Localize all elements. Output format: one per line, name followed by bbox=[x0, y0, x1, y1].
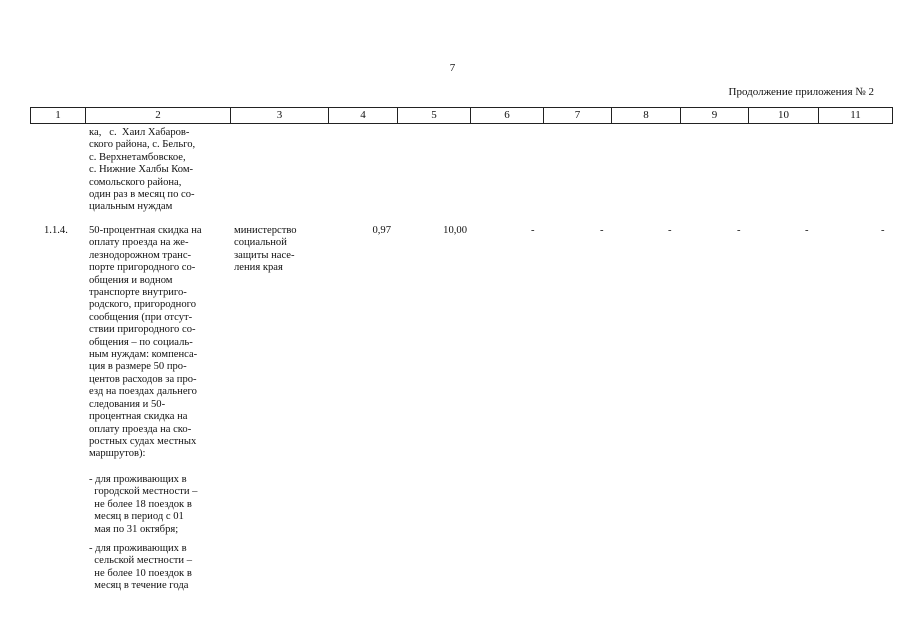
column-header-7: 7 bbox=[544, 108, 612, 124]
row-col5-value: 10,00 bbox=[443, 225, 467, 236]
column-header-2: 2 bbox=[86, 108, 231, 124]
carryover-text: ка, с. Хаил Хабаров- ского района, с. Бельго, с. Верхнетамбовское, с. Нижние Халбы Ком- сомольского района, один раз в месяц по со- циальным нуждам bbox=[89, 127, 196, 213]
column-header-9: 9 bbox=[681, 108, 749, 124]
column-header-6: 6 bbox=[471, 108, 544, 124]
row-bullet-urban: - для проживающих в городской местности – не более 18 поездок в месяц в период с 01 мая по 31 октября; bbox=[89, 474, 198, 535]
row-col9-value: - bbox=[737, 225, 741, 236]
row-col11-value: - bbox=[881, 225, 885, 236]
row-col10-value: - bbox=[805, 225, 809, 236]
column-header-8: 8 bbox=[612, 108, 681, 124]
page-number: 7 bbox=[449, 62, 456, 74]
row-col6-value: - bbox=[531, 225, 535, 236]
row-col7-value: - bbox=[600, 225, 604, 236]
row-executor: министерство социальной защиты насе- ления края bbox=[234, 225, 297, 274]
column-header-row bbox=[30, 107, 892, 124]
column-header-1: 1 bbox=[31, 108, 86, 124]
continuation-note: Продолжение приложения № 2 bbox=[728, 86, 874, 98]
column-header-5: 5 bbox=[398, 108, 471, 124]
row-col4-value: 0,97 bbox=[372, 225, 391, 236]
column-header-11: 11 bbox=[819, 108, 893, 124]
column-header-10: 10 bbox=[749, 108, 819, 124]
column-header-3: 3 bbox=[231, 108, 329, 124]
row-bullet-rural: - для проживающих в сельской местности – не более 10 поездок в месяц в течение года bbox=[89, 543, 193, 592]
row-col8-value: - bbox=[668, 225, 672, 236]
column-header-4: 4 bbox=[329, 108, 398, 124]
row-number: 1.1.4. bbox=[44, 225, 68, 236]
row-description: 50-процентная скидка на оплату проезда на же- лезнодорожном транс- порте пригородного со- общения и водном транспорте внутриго- родского, пригородного сообщения (при отсут- ствии пригородного со- общения – по социаль- ным нуждам: компенса- ция в размере 50 про- центов расходов за про- езд на поездах дальнего следования и 50- процентная скидка на оплату проезда на ско- ростных судах местных маршрутов): bbox=[89, 225, 202, 460]
